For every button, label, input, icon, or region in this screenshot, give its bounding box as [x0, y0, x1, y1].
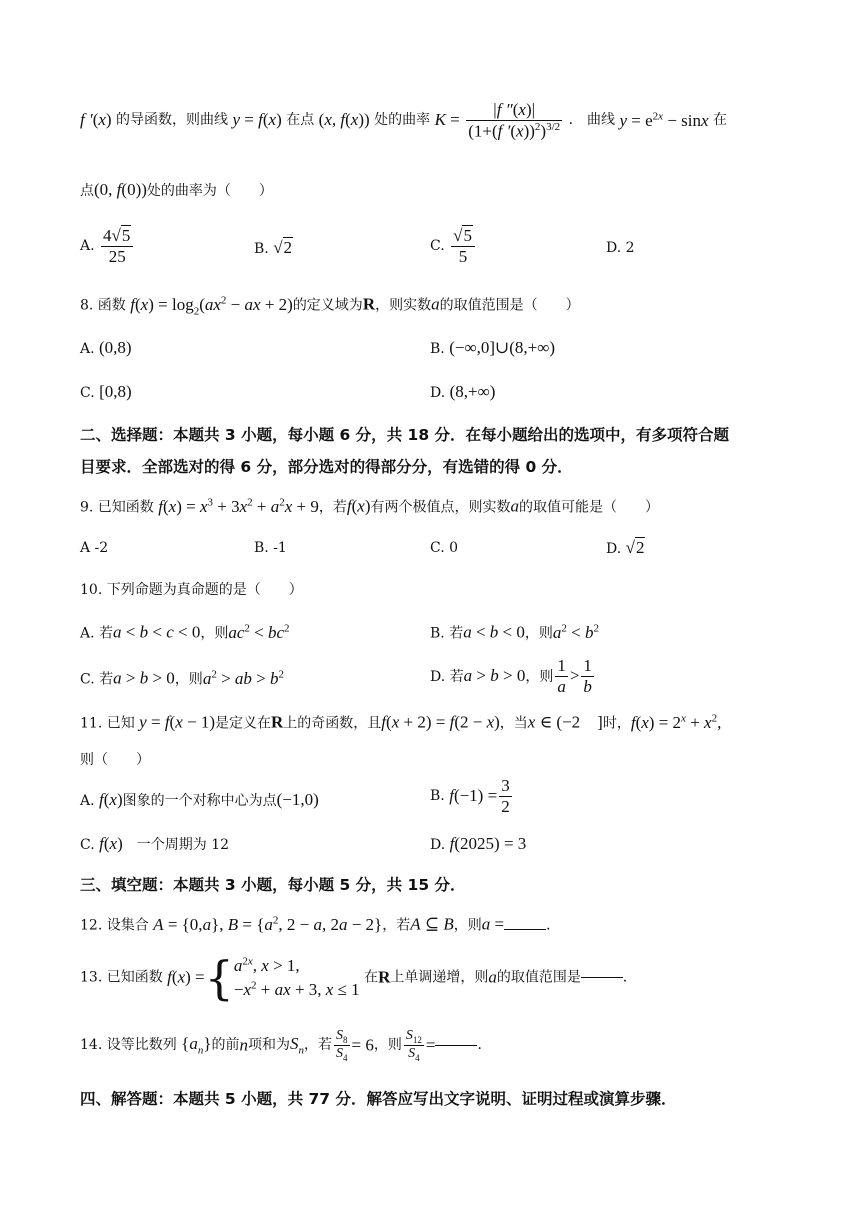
q13-text-d: 的取值范围是 [496, 969, 581, 986]
q8-option-b: B. (−∞,0]∪(8,+∞) [430, 338, 556, 357]
fraction: $\frac{4√5}{25}$ [101, 226, 133, 266]
then-text: ，则 [200, 625, 229, 642]
q8-option-c: C. [0,8) [80, 382, 132, 401]
q10-stem: 10. 下列命题为真命题的是（ ） [80, 582, 303, 598]
option-label: D. 2 [606, 240, 635, 256]
piecewise-cases: $a^{2x}$, x > 1, $-x^2$ + ax + 3, x ≤ 1 [233, 955, 360, 999]
q7-option-b: B. √2 [254, 238, 293, 257]
option-label: A. [80, 341, 95, 357]
q7-text-b: 在点 [286, 111, 315, 128]
fraction: $\frac{1}{b}$ [583, 656, 592, 696]
q7-option-d [606, 240, 635, 256]
q9-text-a: 9. 已知函数 [80, 499, 154, 516]
q13-text-c: 上单调递增，则 [390, 969, 489, 986]
q11-text-e: 时， [602, 715, 631, 732]
answer-blank[interactable] [504, 929, 546, 930]
q11-option-d: D. f(2025) = 3 [430, 834, 527, 853]
q11-text-b: 是定义在 [215, 715, 272, 732]
q12-text-d: ． [546, 917, 561, 934]
q12-text-b: ，若 [382, 917, 411, 934]
option-label: B. [254, 241, 269, 257]
q14-text-e: ，则 [373, 1037, 402, 1054]
option-label: C. [80, 385, 95, 401]
section-2-heading: 二、选择题：本题共 3 小题，每小题 6 分，共 18 分．在每小题给出的选项中，有多项符合题 [80, 426, 730, 444]
option-label: A. [80, 238, 95, 255]
q8-text-d: 的取值范围是（ ） [439, 297, 580, 314]
q14-text-a: 14. 设等比数列 [80, 1037, 177, 1054]
q7-option-c [430, 226, 477, 266]
q14-stem: 14. 设等比数列 $\{a_n\}$的前n项和为$S_n$，若 $\frac{S_8}{S_4}$ = 6，则 $\frac{S_{12}}{S_4}$ = ． [80, 1028, 492, 1063]
then-text: ，则 [174, 671, 203, 688]
section-3-heading: 三、填空题：本题共 3 小题，每小题 5 分，共 15 分． [80, 876, 466, 894]
section-4-heading: 四、解答题：本题共 5 小题，共 77 分．解答应写出文字说明、证明过程或演算步骤． [80, 1090, 677, 1108]
q9-option-a: A -2 [80, 540, 109, 556]
q11-stem: 11. 已知 y = f(x − 1)是定义在R上的奇函数，且f(x + 2) = f(2 − x)，当x ∈ (−2 ]时，$f(x) = 2^x + x^2$, [80, 712, 722, 732]
q11-text-a: 11. 已知 [80, 715, 135, 732]
fraction: $\frac{3}{2}$ [501, 776, 510, 816]
brace: { [204, 950, 234, 1005]
option-label: A. [80, 793, 95, 809]
q11-text-d: ，当 [499, 715, 528, 732]
q7-option-a [80, 226, 135, 266]
q9-text-b: ，若 [318, 499, 347, 516]
q11-opt-c-text: 一个周期为 12 [122, 837, 230, 853]
q11-option-a: A. f(x)图象的一个对称中心为点(−1,0) [80, 790, 319, 809]
option-label: A. 若 [80, 625, 114, 642]
q12-text-c: ，则 [453, 917, 482, 934]
q13-text-a: 13. 已知函数 [80, 969, 163, 986]
q13-text-e: ． [622, 969, 637, 986]
q14-text-f: ． [477, 1037, 492, 1054]
q7-text-c: 处的曲率 [374, 111, 431, 128]
option-label: D. [430, 385, 446, 401]
q9-option-b: B. -1 [254, 540, 287, 556]
q7-line2: 点(0, f(0))处的曲率为（ ） [80, 180, 273, 199]
q8-option-d: D. (8,+∞) [430, 382, 496, 401]
option-label: C. 若 [80, 671, 114, 688]
q8-option-a: A. (0,8) [80, 338, 132, 357]
q11-text-c: 上的奇函数，且 [283, 715, 382, 732]
q11-opt-a-text: 图象的一个对称中心为点 [122, 793, 277, 809]
option-label: B. [430, 341, 445, 357]
q8-stem: 8. 函数 $f(x) = \log_2(ax^2$ − ax + 2)的定义域为R，则实数a的取值范围是（ ） [80, 294, 580, 318]
curvature-formula: $\frac{|f ''(x)|}{(1+(f '(x))^2)^{3/2}}$ [468, 100, 561, 141]
q9-text-d: 的取值可能是（ ） [519, 499, 660, 516]
q10-option-c: C. 若a > b > 0，则$a^2$ > ab > $b^2$ [80, 668, 284, 688]
option-label: C. [430, 238, 445, 255]
q9-stem: 9. 已知函数 $f(x) = x^3 + 3x^2 + a^2x + 9$，若f(x)有两个极值点，则实数a的取值可能是（ ） [80, 496, 660, 516]
q13-stem: 13. 已知函数 f(x) ={ $a^{2x}$, x > 1, $-x^2$ + ax + 3, x ≤ 1 在R上单调递增，则a的取值范围是 ． [80, 950, 637, 1005]
answer-blank[interactable] [581, 977, 623, 978]
q8-text-c: ，则实数 [375, 297, 432, 314]
q10-option-b: B. 若a < b < 0，则$a^2 < b^2$ [430, 622, 599, 642]
then-text: ，则 [525, 669, 554, 686]
q9-option-c: C. 0 [430, 540, 459, 556]
q12-stem: 12. 设集合 A = {0,a}, $B = \{a^2$, 2 − a, 2a − 2}，若A ⊆ B，则a = ． [80, 914, 561, 934]
q14-text-b: 的前 [211, 1037, 240, 1054]
q7-text-g: 处的曲率为（ ） [146, 183, 273, 199]
q8-text-a: 8. 函数 [80, 297, 126, 314]
option-label: C. [80, 837, 95, 853]
option-label: B. 若 [430, 625, 464, 642]
q12-text-a: 12. 设集合 [80, 917, 149, 934]
q14-text-d: ，若 [304, 1037, 333, 1054]
section-2-heading-cont: 目要求．全部选对的得 6 分，部分选对的得部分分，有选错的得 0 分． [80, 458, 573, 476]
q11-line2: 则（ ） [80, 752, 150, 768]
fraction: $\frac{√5}{5}$ [451, 226, 475, 266]
q7-text-a: 的导函数，则曲线 [116, 111, 229, 128]
option-label: B. [430, 788, 445, 805]
q7-line1: f ′(x) 的导函数，则曲线 y = f(x) 在点 (x, f(x)) 处的曲率 K = $\frac{|f ''(x)|}{(1+(f '(x))^2)^{3/2}}$ ． 曲线 $y = e^{2x} - \sin x$ 在 [80, 100, 727, 141]
q8-text-b: 的定义域为 [292, 297, 363, 314]
q13-text-b: 在 [364, 969, 379, 986]
q10-option-d: D. 若a > b > 0，则 $\frac{1}{a}$ > $\frac{1}{b}$ [430, 656, 592, 696]
fraction: $\frac{S_8}{S_4}$ [336, 1028, 348, 1063]
q11-option-c: C. f(x) 一个周期为 12 [80, 834, 230, 853]
q9-option-d: D. √2 [606, 538, 645, 557]
fraction: $\frac{1}{a}$ [557, 656, 566, 696]
q7-text-e: 在 [713, 111, 727, 128]
fraction: $\frac{S_{12}}{S_4}$ [405, 1028, 422, 1063]
then-text: ，则 [524, 625, 553, 642]
q7-text-f: 点 [80, 183, 94, 199]
q9-text-c: 有两个极值点，则实数 [370, 499, 511, 516]
option-label: D. 若 [430, 669, 464, 686]
q11-option-b: B. f(−1) = $\frac{3}{2}$ [430, 776, 510, 816]
option-label: D. [606, 541, 622, 557]
q14-text-c: 项和为 [248, 1037, 291, 1054]
option-label: D. [430, 837, 446, 853]
q10-option-a: A. 若a < b < c < 0，则$ac^2 < bc^2$ [80, 622, 290, 642]
answer-blank[interactable] [435, 1045, 477, 1046]
q7-text-d: 曲线 [587, 111, 616, 128]
